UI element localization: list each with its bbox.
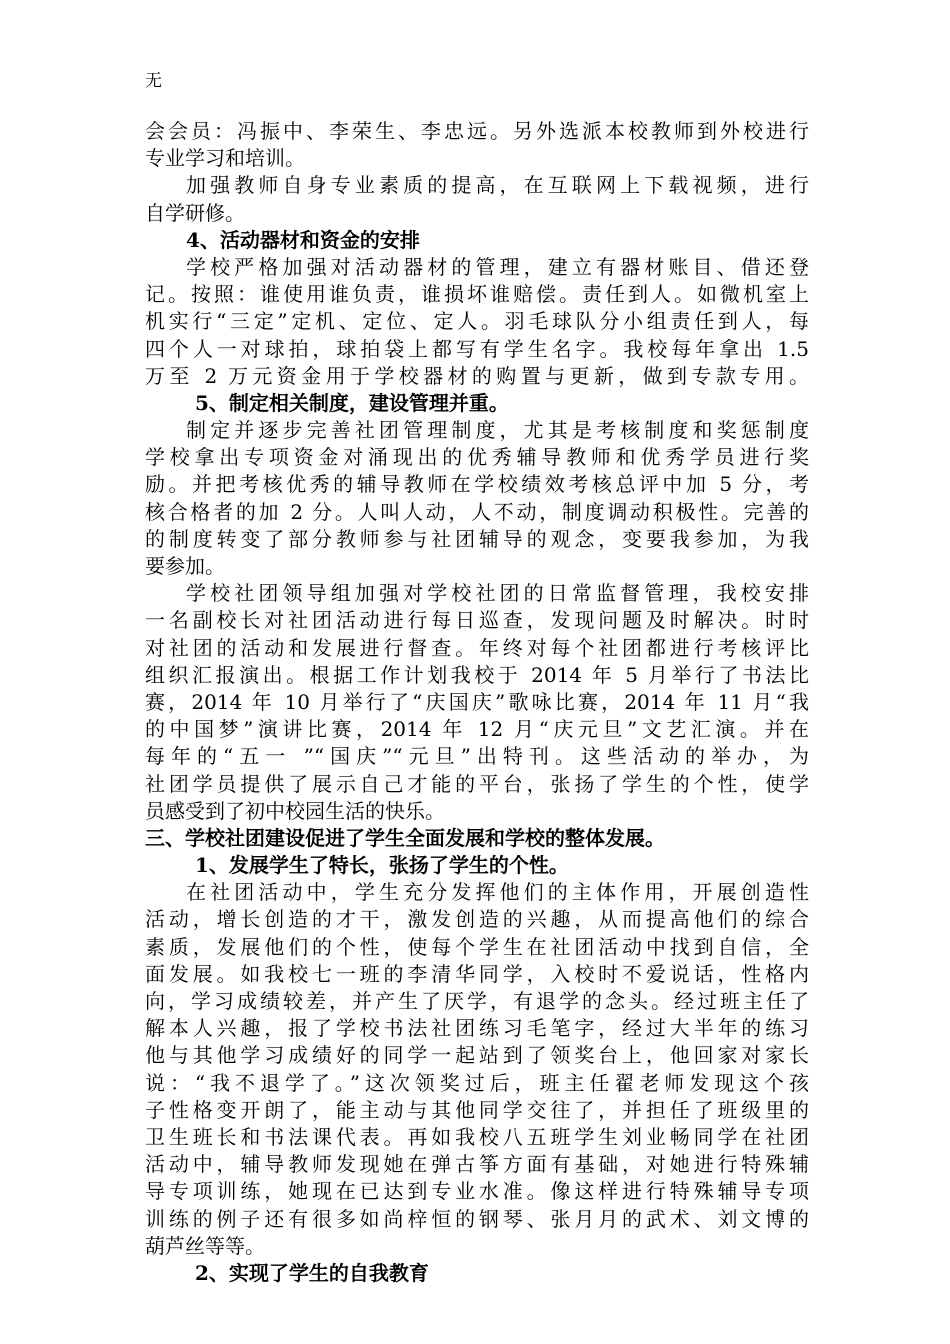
paragraph-line: 四个人一对球拍，球拍袋上都写有学生名字。我校每年拿出 1.5 [145,336,809,361]
section-heading: 4、活动器材和资金的安排 [186,227,420,252]
paragraph-line: 赛，2014 年 10 月举行了“庆国庆”歌咏比赛，2014 年 11 月“我 [145,689,809,714]
paragraph-line: 要参加。 [145,554,225,578]
paragraph-line: 社团学员提供了展示自己才能的平台，张扬了学生的个性，使学 [145,771,809,796]
paragraph-line: 励。并把考核优秀的辅导教师在学校绩效考核总评中加 5 分，考 [145,472,809,497]
paragraph-line: 自学研修。 [145,200,245,225]
paragraph-line: 活动中，辅导教师发现她在弹古筝方面有基础，对她进行特殊辅 [145,1152,809,1177]
paragraph-line: 制定并逐步完善社团管理制度，尤其是考核制度和奖惩制度 [186,418,809,443]
paragraph-line: 面发展。如我校七一班的李清华同学，入校时不爱说话，性格内 [145,961,809,986]
section-heading: 1、发展学生了特长，张扬了学生的个性。 [195,853,569,878]
paragraph-line: 对社团的活动和发展进行督查。年终对每个社团都进行考核评比 [145,635,809,660]
paragraph-line: 子性格变开朗了，能主动与其他同学交往了，并担任了班级里的 [145,1097,809,1122]
paragraph-line: 卫生班长和书法课代表。再如我校八五班学生刘业畅同学在社团 [145,1124,809,1149]
paragraph-line: 素质，发展他们的个性，使每个学生在社团活动中找到自信，全 [145,934,809,959]
paragraph-line: 组织汇报演出。根据工作计划我校于 2014 年 5 月举行了书法比 [145,662,809,687]
section-heading: 5、制定相关制度，建设管理并重。 [195,390,509,415]
paragraph-line: 加强教师自身专业素质的提高，在互联网上下载视频，进行 [186,173,809,198]
paragraph-line: 导专项训练，她现在已达到专业水准。像这样进行特殊辅导专项 [145,1179,809,1204]
paragraph-line: 向，学习成绩较差，并产生了厌学，有退学的念头。经过班主任了 [145,989,809,1013]
paragraph-line: 学校社团领导组加强对学校社团的日常监督管理，我校安排 [186,581,809,606]
paragraph-line: 万至 2 万元资金用于学校器材的购置与更新，做到专款专用。 [145,363,809,388]
section-heading: 2、实现了学生的自我教育 [195,1260,429,1285]
paragraph-line: 专业学习和培训。 [145,146,305,171]
paragraph-line: 解本人兴趣，报了学校书法社团练习毛笔字，经过大半年的练习 [145,1016,809,1041]
paragraph-line: 学校严格加强对活动器材的管理，建立有器材账目、借还登 [186,254,809,279]
paragraph-line: 学校拿出专项资金对涌现出的优秀辅导教师和优秀学员进行奖 [145,445,809,470]
paragraph-line: 会会员：冯振中、李荣生、李忠远。另外选派本校教师到外校进行 [145,119,809,143]
paragraph-line: 他与其他学习成绩好的同学一起站到了领奖台上，他回家对家长 [145,1043,809,1068]
paragraph-line: 葫芦丝等等。 [145,1233,265,1258]
section-heading: 三、学校社团建设促进了学生全面发展和学校的整体发展。 [145,825,665,850]
paragraph-line: 训练的例子还有很多如尚梓恒的钢琴、张月月的武术、刘文博的 [145,1206,809,1231]
paragraph-line: 每年的“五一 ”“国庆”“元旦”出特刊。这些活动的举办，为 [145,744,809,769]
paragraph-line: 在社团活动中，学生充分发挥他们的主体作用，开展创造性 [186,880,809,905]
paragraph-line: 的制度转变了部分教师参与社团辅导的观念，变要我参加，为我 [145,526,809,551]
page-header: 无 [145,71,162,91]
paragraph-line: 记。按照：谁使用谁负责，谁损坏谁赔偿。责任到人。如微机室上 [145,282,809,307]
paragraph-line: 活动，增长创造的才干，激发创造的兴趣，从而提高他们的综合 [145,907,809,932]
paragraph-line: 一名副校长对社团活动进行每日巡查，发现问题及时解决。时时 [145,608,809,633]
paragraph-line: 员感受到了初中校园生活的快乐。 [145,798,445,823]
document-body [145,118,809,1287]
paragraph-line: 机实行“三定”定机、定位、定人。羽毛球队分小组责任到人，每 [145,309,809,334]
paragraph-line: 的中国梦”演讲比赛，2014 年 12 月“庆元旦”文艺汇演。并在 [145,717,809,742]
paragraph-line: 核合格者的加 2 分。人叫人动，人不动，制度调动积极性。完善的 [145,499,809,524]
paragraph-line: 说：“我不退学了。”这次领奖过后，班主任翟老师发现这个孩 [145,1070,809,1095]
